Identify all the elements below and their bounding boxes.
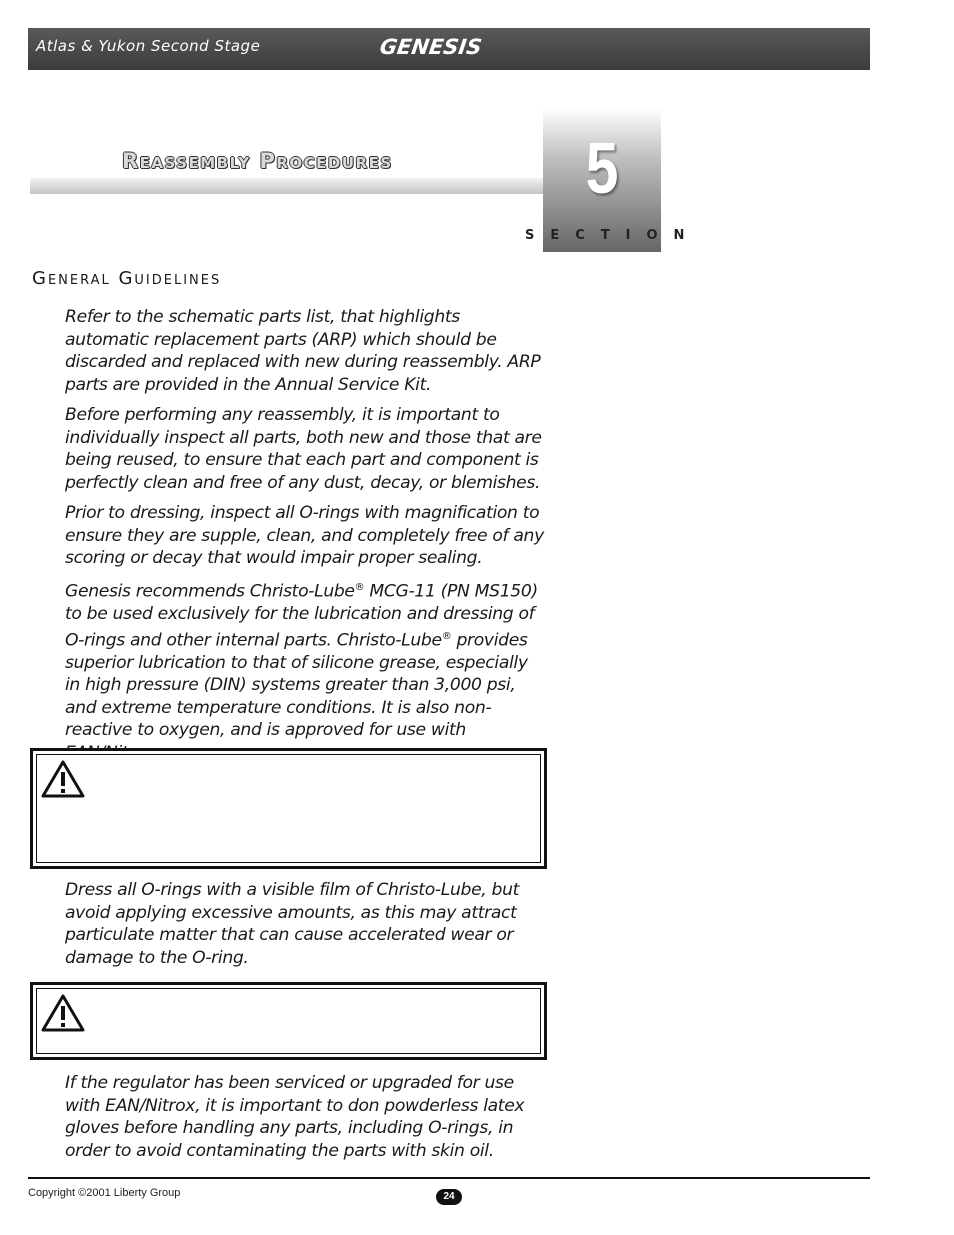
subheading: General Guidelines [32,268,222,289]
warning-box [30,982,547,1060]
title-rule [30,178,544,194]
paragraph-arp: Refer to the schematic parts list, that highlights automatic replacement parts (ARP) which should be discarded and replaced with new during reassembly. ARP parts are provided in the Annual Service Kit. [65,307,541,395]
paragraph-orings: Prior to dressing, inspect all O-rings with magnification to ensure they are supple, clean, and completely free of any scoring or decay that would impair proper sealing. [65,503,544,568]
header-bar [28,28,870,70]
brand-logo: GENESIS [378,35,484,59]
paragraph-inspect: Before performing any reassembly, it is important to individually inspect all parts, both new and those that are being reused, to ensure that each part and component is perfectly clean and free of any dust, decay, or blemishes. [65,405,542,493]
paragraph-christo-lube [65,577,545,764]
section-number: 5 [585,129,619,209]
section-title: Reassembly Procedures [122,149,393,173]
registered-mark: ® [441,630,452,642]
registered-mark: ® [354,582,365,593]
section-label: SECTION [525,228,701,243]
warning-triangle-icon [40,759,86,799]
lube-text-2: MCG-11 (PN MS150) to be used exclusively for the lubrication and dressing of O-rings and other internal parts. Christo-Lube [65,581,538,651]
paragraph-nitrox: If the regulator has been serviced or upgraded for use with EAN/Nitrox, it is important to don powderless latex gloves before handling any parts, including O-rings, in order to avoid contaminating the parts with skin oil. [65,1073,525,1161]
warning-box [30,748,547,869]
footer-rule [28,1177,870,1179]
lube-text-1: Genesis recommends Christo-Lube [65,581,355,602]
warning-triangle-icon [40,993,86,1033]
warning-box-inner [36,988,541,1054]
paragraph-dress: Dress all O-rings with a visible film of Christo-Lube, but avoid applying excessive amounts, as this may attract particulate matter that can cause accelerated wear or damage to the O-ring. [65,880,520,968]
header-subtitle: Atlas & Yukon Second Stage [36,37,261,55]
lube-text-3: provides superior lubrication to that of silicone grease, especially in high pressure (DIN) systems greater than 3,000 psi, and extreme temperature conditions. It is also non-reactive to oxygen, and is approved for use with [65,630,528,741]
copyright: Copyright ©2001 Liberty Group [28,1187,181,1199]
warning-box-inner [36,754,541,863]
page-number: 24 [436,1189,462,1205]
